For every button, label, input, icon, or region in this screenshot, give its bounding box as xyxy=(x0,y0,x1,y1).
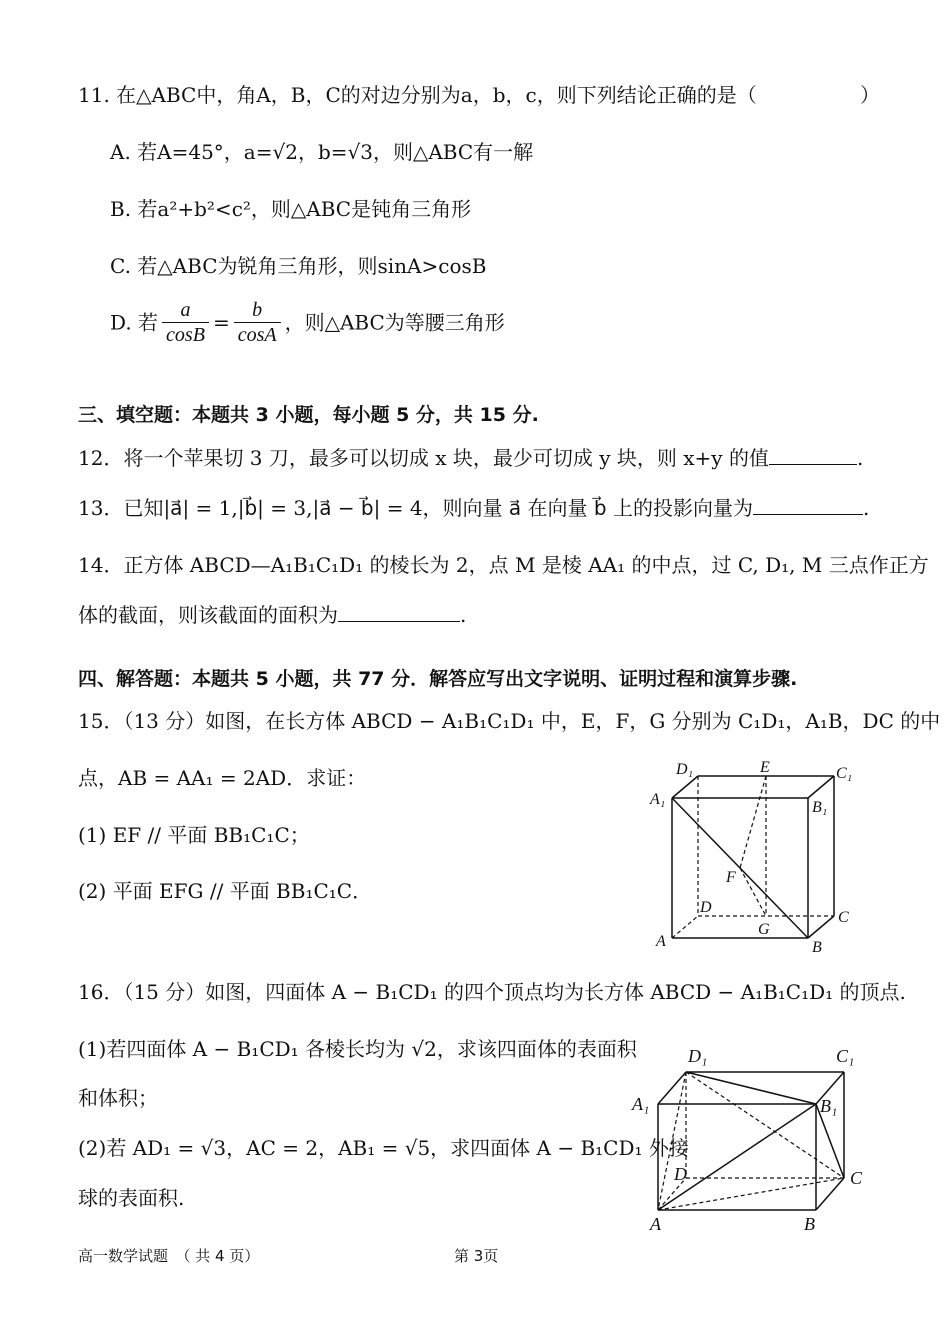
fig1-label-a: A xyxy=(656,933,666,950)
q14-stem: 体的截面，则该截面的面积为 xyxy=(78,603,338,627)
q14-answer-blank[interactable] xyxy=(338,601,460,622)
fig1-label-d1: D₁ xyxy=(676,761,694,778)
q11-option-d-prefix: D. 若 xyxy=(110,310,159,335)
q11-stem-text: 11. 在△ABC中，角A，B，C的对边分别为a，b，c，则下列结论正确的是（ xyxy=(78,83,757,107)
q15-line-2: 点，AB = AA₁ = 2AD．求证： xyxy=(78,766,367,790)
q12-period: . xyxy=(856,446,864,470)
q11-close-paren: ） xyxy=(860,83,880,107)
fraction-numerator: b xyxy=(234,298,281,323)
figure-15-cuboid xyxy=(640,758,880,958)
section-3-heading: 三、填空题：本题共 3 小题，每小题 5 分，共 15 分. xyxy=(78,404,539,426)
q14-line-1: 14．正方体 ABCD—A₁B₁C₁D₁ 的棱长为 2，点 M 是棱 AA₁ 的中点，过 C, D₁, M 三点作正方 xyxy=(78,553,929,577)
fig1-label-g: G xyxy=(758,921,770,938)
q12-text xyxy=(78,443,863,473)
q16-part-1a: (1)若四面体 A − B₁CD₁ 各棱长均为 √2，求该四面体的表面积 xyxy=(78,1037,637,1061)
fig1-label-e: E xyxy=(760,759,770,776)
section-4-heading: 四、解答题：本题共 5 小题，共 77 分．解答应写出文字说明、证明过程和演算步骤. xyxy=(78,668,798,690)
q14-period: . xyxy=(460,603,467,627)
fig2-label-a1: A₁ xyxy=(632,1094,650,1114)
q16-line-1: 16．（15 分）如图，四面体 A − B₁CD₁ 的四个顶点均为长方体 ABCD − A₁B₁C₁D₁ 的顶点. xyxy=(78,980,906,1004)
q11-option-b: B. 若a²+b²<c²，则△ABC是钝角三角形 xyxy=(110,197,472,221)
q13-period: . xyxy=(862,496,870,520)
fig1-label-d: D xyxy=(700,899,712,916)
q13-answer-blank[interactable] xyxy=(753,494,863,515)
fig1-label-b1: B₁ xyxy=(812,799,828,816)
fraction-numerator: a xyxy=(162,298,209,323)
fig2-label-c1: C₁ xyxy=(836,1046,855,1066)
q16-part-2a: (2)若 AD₁ = √3，AC = 2，AB₁ = √5，求四面体 A − B₁CD₁ 外接 xyxy=(78,1136,689,1160)
q14-line-2 xyxy=(78,600,466,630)
fraction-denominator: cosA xyxy=(237,324,277,346)
q15-part-1: (1) EF // 平面 BB₁C₁C； xyxy=(78,823,310,847)
fig1-label-c1: C₁ xyxy=(836,765,853,782)
q11-option-d-suffix: ，则△ABC为等腰三角形 xyxy=(284,310,505,335)
fig2-label-c: C xyxy=(850,1168,863,1188)
fraction-denominator: cosB xyxy=(166,324,205,346)
figure-16-tetrahedron xyxy=(630,1040,880,1240)
fig2-label-d: D xyxy=(674,1164,687,1184)
fig2-label-d1: D₁ xyxy=(688,1046,708,1066)
fig1-label-b: B xyxy=(812,939,822,956)
q11-option-a: A. 若A=45°，a=√2，b=√3，则△ABC有一解 xyxy=(110,140,534,164)
q13-stem: 13．已知|a⃗| = 1,|b⃗| = 3,|a⃗ − b⃗| = 4，则向量 a⃗ 在向量 b⃗ 上的投影向量为 xyxy=(78,496,753,520)
q15-part-2: (2) 平面 EFG // 平面 BB₁C₁C． xyxy=(78,879,373,903)
q16-part-1b: 和体积； xyxy=(78,1086,158,1110)
fig2-label-b1: B₁ xyxy=(820,1096,838,1116)
q15-line-1: 15．（13 分）如图，在长方体 ABCD − A₁B₁C₁D₁ 中，E，F，G 分别为 C₁D₁，A₁B，DC 的中 xyxy=(78,709,941,733)
q12-answer-blank[interactable] xyxy=(769,444,857,465)
footer-page-number: 第 3页 xyxy=(454,1247,499,1265)
fig2-label-b: B xyxy=(804,1214,815,1234)
fig1-label-f: F xyxy=(726,869,736,886)
fraction-b-over-cosa xyxy=(234,298,281,347)
fig2-label-a: A xyxy=(650,1214,661,1234)
q11-option-d xyxy=(110,298,505,347)
fraction-a-over-cosb xyxy=(162,298,209,347)
q11-option-c: C. 若△ABC为锐角三角形，则sinA>cosB xyxy=(110,254,487,278)
footer-left: 高一数学试题 （ 共 4 页） xyxy=(78,1247,260,1265)
q16-part-2b: 球的表面积. xyxy=(78,1186,185,1210)
q12-stem: 12．将一个苹果切 3 刀，最多可以切成 x 块，最少可切成 y 块，则 x+y 的值 xyxy=(78,446,769,470)
q13-text xyxy=(78,493,869,523)
fig1-label-c: C xyxy=(838,909,849,926)
q11-stem xyxy=(78,80,757,110)
fig1-label-a1: A₁ xyxy=(650,791,666,808)
equals-sign: = xyxy=(212,310,230,335)
